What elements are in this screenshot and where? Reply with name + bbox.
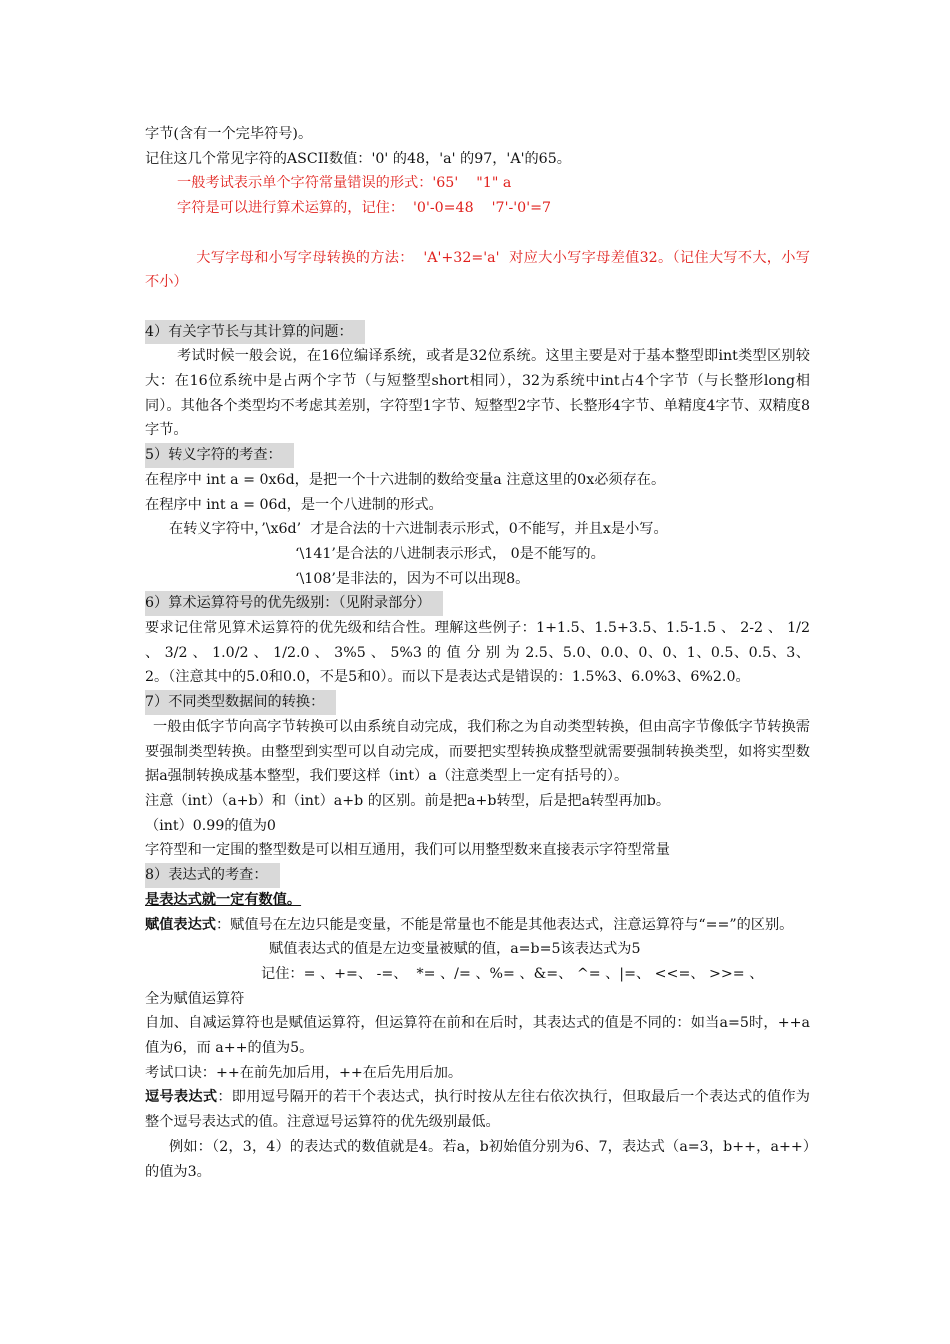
- term-definition: ：赋值号在左边只能是变量，不能是常量也不能是其他表达式，注意运算符与“==”的区别。: [215, 916, 794, 933]
- section-heading-4: [145, 320, 810, 345]
- section-heading-8: [145, 863, 810, 888]
- text-line: 注意（int）（a+b）和（int）a+b 的区别。前是把a+b转型，后是把a转型再加b。: [145, 792, 671, 809]
- text-line: 在程序中 int a = 0x6d，是把一个十六进制的数给变量a 注意这里的0x必须存在。: [145, 471, 666, 488]
- text-line: 考试口诀：++在前先加后用，++在后先用后加。: [145, 1064, 463, 1081]
- text-line: 字符型和一定围的整型数是可以相互通用，我们可以用整型数来直接表示字符型常量: [145, 842, 670, 859]
- section-heading-5: [145, 443, 810, 468]
- paragraph: 例如：（2，3，4）的表达式的数值就是4。若a，b初始值分别为6、7，表达式（a=3，b++，a++）的值为3。: [145, 1138, 810, 1180]
- term-comma-expression: 逗号表达式: [145, 1089, 218, 1106]
- paragraph: 自加、自减运算符也是赋值运算符，但运算符在前和在后时，其表达式的值是不同的：如当a=5时，++a值为6，而 a++的值为5。: [145, 1015, 810, 1057]
- text-line: 在转义字符中，’\x6d’ 才是合法的十六进制表示形式，0不能写，并且x是小写。: [169, 521, 668, 538]
- text-line: 在程序中 int a = 06d，是一个八进制的形式。: [145, 496, 443, 513]
- section-title: 7）不同类型数据间的转换：: [145, 690, 336, 715]
- highlight-text: 大写字母和小写字母转换的方法： 'A'+32='a' 对应大小写字母差值32。（记住大写不大，小写不小）: [145, 249, 810, 291]
- paragraph: [145, 1085, 810, 1134]
- section-title: 5）转义字符的考查：: [145, 443, 294, 468]
- document-body: [145, 122, 815, 1184]
- term-definition: ：即用逗号隔开的若干个表达式，执行时按从左往右依次执行，但取最后一个表达式的值作为整个逗号表达式的值。注意逗号运算符的优先级别最低。: [145, 1089, 810, 1131]
- paragraph: [145, 913, 810, 938]
- bold-statement: 是表达式就一定有数值。: [145, 891, 302, 908]
- text-line: （int）0.99的值为0: [145, 817, 276, 834]
- text-line: ‘\108’是非法的，因为不可以出现8。: [295, 570, 530, 587]
- highlight-line: 一般考试表示单个字符常量错误的形式：'65' "1" a: [177, 175, 512, 192]
- term-assignment-expression: 赋值表达式: [145, 916, 216, 933]
- highlight-paragraph: [145, 221, 810, 320]
- text-line: 全为赋值运算符: [145, 990, 245, 1007]
- paragraph: 要求记住常见算术运算符的优先级和结合性。理解这些例子：1+1.5、1.5+3.5、1.5-1.5 、 2-2 、 1/2 、 3/2 、 1.0/2 、 1/2.0 、 3%5 、 5%3 的 值 分 别 为 2.5、5.0、0.0、0、0、1、0.5、0.5、3、2。（注意其中的5.0和0.0，不是5和0）。而以下是表达式是错误的：1.5%3、6.0%3、6%2.0。: [145, 620, 815, 686]
- section-heading-6: [145, 591, 810, 616]
- text-line: 赋值表达式的值是左边变量被赋的值，a=b=5该表达式为5: [269, 941, 641, 958]
- paragraph: 考试时候一般会说，在16位编译系统，或者是32位系统。这里主要是对于基本整型即int类型区别较大：在16位系统中是占两个字节（与短整型short相同），32为系统中int占4个字节（与长整形long相同）。其他各个类型均不考虑其差别，字符型1字节、短整型2字节、长整形4字节、单精度4字节、双精度8字节。: [145, 348, 810, 439]
- section-title: 6）算术运算符号的优先级别：（见附录部分）: [145, 591, 443, 616]
- section-title: 8）表达式的考查：: [145, 863, 280, 888]
- text-line: 记住：= 、+=、 -=、 *= 、/= 、%= 、&=、 ^= 、|=、 <<=、 >>= 、: [261, 965, 764, 982]
- text-line: ‘\141’是合法的八进制表示形式， 0是不能写的。: [295, 545, 605, 562]
- section-title: 4）有关字节长与其计算的问题：: [145, 320, 365, 345]
- paragraph: 一般由低字节向高字节转换可以由系统自动完成，我们称之为自动类型转换，但由高字节像低字节转换需要强制类型转换。由整型到实型可以自动完成，而要把实型转换成整型就需要强制转换类型，如将实型数据a强制转换成基本整型，我们要这样（int）a（注意类型上一定有括号的）。: [145, 718, 810, 785]
- text-line: 记住这几个常见字符的ASCII数值：'0' 的48，'a' 的97，'A'的65。: [145, 150, 571, 167]
- text-line: 字节(含有一个完毕符号)。: [145, 126, 313, 142]
- highlight-line: 字符是可以进行算术运算的，记住： '0'-0=48 '7'-'0'=7: [177, 200, 552, 217]
- section-heading-7: [145, 690, 810, 715]
